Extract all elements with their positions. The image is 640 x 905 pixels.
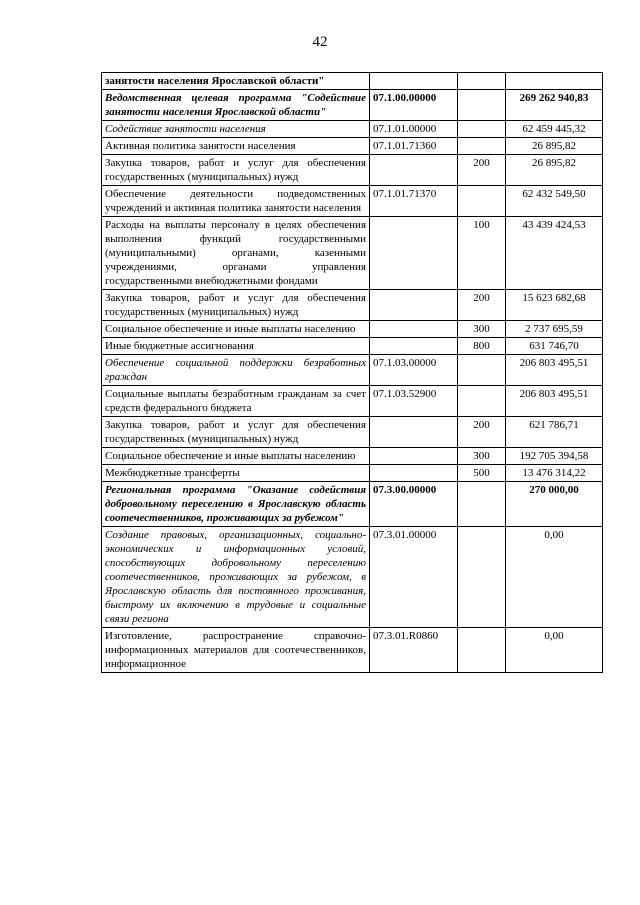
row-sum-cell: 206 803 495,51 [506, 386, 603, 417]
row-name-cell: Создание правовых, организационных, социально-экономических и информационных условий, способствующих добровольному переселению соотечественников, проживающих за рубежом, в Ярославскую область для постоянного проживания, быстрому их включению в трудовые и социальные связи региона [102, 527, 370, 628]
row-code-cell: 07.1.00.00000 [370, 90, 458, 121]
row-expense-type-cell [458, 482, 506, 527]
row-code-cell [370, 417, 458, 448]
table-row [102, 355, 603, 386]
row-name-cell: Ведомственная целевая программа "Содействие занятости населения Ярославской области" [102, 90, 370, 121]
row-name-cell: Расходы на выплаты персоналу в целях обеспечения выполнения функций государственными (муниципальными) органами, казенными учреждениями, органами управления государственными внебюджетными фондами [102, 217, 370, 290]
row-sum-cell: 269 262 940,83 [506, 90, 603, 121]
row-sum-cell: 62 459 445,32 [506, 121, 603, 138]
row-sum-cell: 192 705 394,58 [506, 448, 603, 465]
row-name-cell: Социальное обеспечение и иные выплаты населению [102, 321, 370, 338]
row-sum-cell: 270 000,00 [506, 482, 603, 527]
table-row [102, 321, 603, 338]
table-row [102, 90, 603, 121]
row-sum-cell: 62 432 549,50 [506, 186, 603, 217]
row-expense-type-cell [458, 121, 506, 138]
row-code-cell: 07.3.01.00000 [370, 527, 458, 628]
row-sum-cell: 26 895,82 [506, 155, 603, 186]
table-row [102, 73, 603, 90]
row-expense-type-cell: 500 [458, 465, 506, 482]
row-code-cell [370, 448, 458, 465]
row-expense-type-cell: 100 [458, 217, 506, 290]
row-code-cell [370, 290, 458, 321]
row-name-cell: Региональная программа "Оказание содействия добровольному переселению в Ярославскую область соотечественников, проживающих за рубежом" [102, 482, 370, 527]
row-sum-cell: 15 623 682,68 [506, 290, 603, 321]
row-expense-type-cell [458, 186, 506, 217]
row-expense-type-cell [458, 386, 506, 417]
row-expense-type-cell: 300 [458, 321, 506, 338]
row-expense-type-cell: 200 [458, 417, 506, 448]
row-code-cell: 07.1.01.00000 [370, 121, 458, 138]
row-sum-cell: 13 476 314,22 [506, 465, 603, 482]
page-number: 42 [312, 34, 328, 50]
table-row [102, 217, 603, 290]
row-code-cell: 07.3.01.R0860 [370, 628, 458, 673]
row-sum-cell [506, 73, 603, 90]
budget-table [101, 72, 603, 673]
row-sum-cell: 26 895,82 [506, 138, 603, 155]
row-expense-type-cell: 200 [458, 290, 506, 321]
table-row [102, 527, 603, 628]
row-code-cell [370, 338, 458, 355]
table-row [102, 290, 603, 321]
row-sum-cell: 621 786,71 [506, 417, 603, 448]
table-row [102, 628, 603, 673]
row-code-cell [370, 217, 458, 290]
row-name-cell: Закупка товаров, работ и услуг для обеспечения государственных (муниципальных) нужд [102, 290, 370, 321]
table-row [102, 482, 603, 527]
row-code-cell [370, 465, 458, 482]
row-expense-type-cell: 200 [458, 155, 506, 186]
row-name-cell: Обеспечение деятельности подведомственных учреждений и активная политика занятости населения [102, 186, 370, 217]
table-row [102, 417, 603, 448]
row-expense-type-cell [458, 138, 506, 155]
row-sum-cell: 0,00 [506, 527, 603, 628]
table-row [102, 155, 603, 186]
row-expense-type-cell [458, 90, 506, 121]
table-row [102, 138, 603, 155]
row-name-cell: Активная политика занятости населения [102, 138, 370, 155]
row-code-cell [370, 321, 458, 338]
row-expense-type-cell: 300 [458, 448, 506, 465]
row-code-cell: 07.1.03.52900 [370, 386, 458, 417]
row-sum-cell: 206 803 495,51 [506, 355, 603, 386]
row-expense-type-cell [458, 628, 506, 673]
row-sum-cell: 43 439 424,53 [506, 217, 603, 290]
table-row [102, 386, 603, 417]
row-name-cell: Социальное обеспечение и иные выплаты населению [102, 448, 370, 465]
row-expense-type-cell: 800 [458, 338, 506, 355]
table-row [102, 338, 603, 355]
table-row [102, 448, 603, 465]
row-code-cell [370, 73, 458, 90]
row-expense-type-cell [458, 527, 506, 628]
row-sum-cell: 2 737 695,59 [506, 321, 603, 338]
row-code-cell: 07.1.01.71370 [370, 186, 458, 217]
row-code-cell [370, 155, 458, 186]
row-name-cell: Изготовление, распространение справочно-информационных материалов для соотечественников, информационное [102, 628, 370, 673]
row-code-cell: 07.1.01.71360 [370, 138, 458, 155]
row-name-cell: Социальные выплаты безработным гражданам за счет средств федерального бюджета [102, 386, 370, 417]
table-row [102, 121, 603, 138]
row-name-cell: Обеспечение социальной поддержки безработных граждан [102, 355, 370, 386]
table-row [102, 186, 603, 217]
row-sum-cell: 631 746,70 [506, 338, 603, 355]
row-name-cell: Межбюджетные трансферты [102, 465, 370, 482]
row-name-cell: Иные бюджетные ассигнования [102, 338, 370, 355]
row-code-cell: 07.1.03.00000 [370, 355, 458, 386]
row-name-cell: Закупка товаров, работ и услуг для обеспечения государственных (муниципальных) нужд [102, 417, 370, 448]
row-name-cell: Закупка товаров, работ и услуг для обеспечения государственных (муниципальных) нужд [102, 155, 370, 186]
row-name-cell: занятости населения Ярославской области" [102, 73, 370, 90]
row-expense-type-cell [458, 355, 506, 386]
row-expense-type-cell [458, 73, 506, 90]
table-row [102, 465, 603, 482]
row-name-cell: Содействие занятости населения [102, 121, 370, 138]
row-code-cell: 07.3.00.00000 [370, 482, 458, 527]
row-sum-cell: 0,00 [506, 628, 603, 673]
